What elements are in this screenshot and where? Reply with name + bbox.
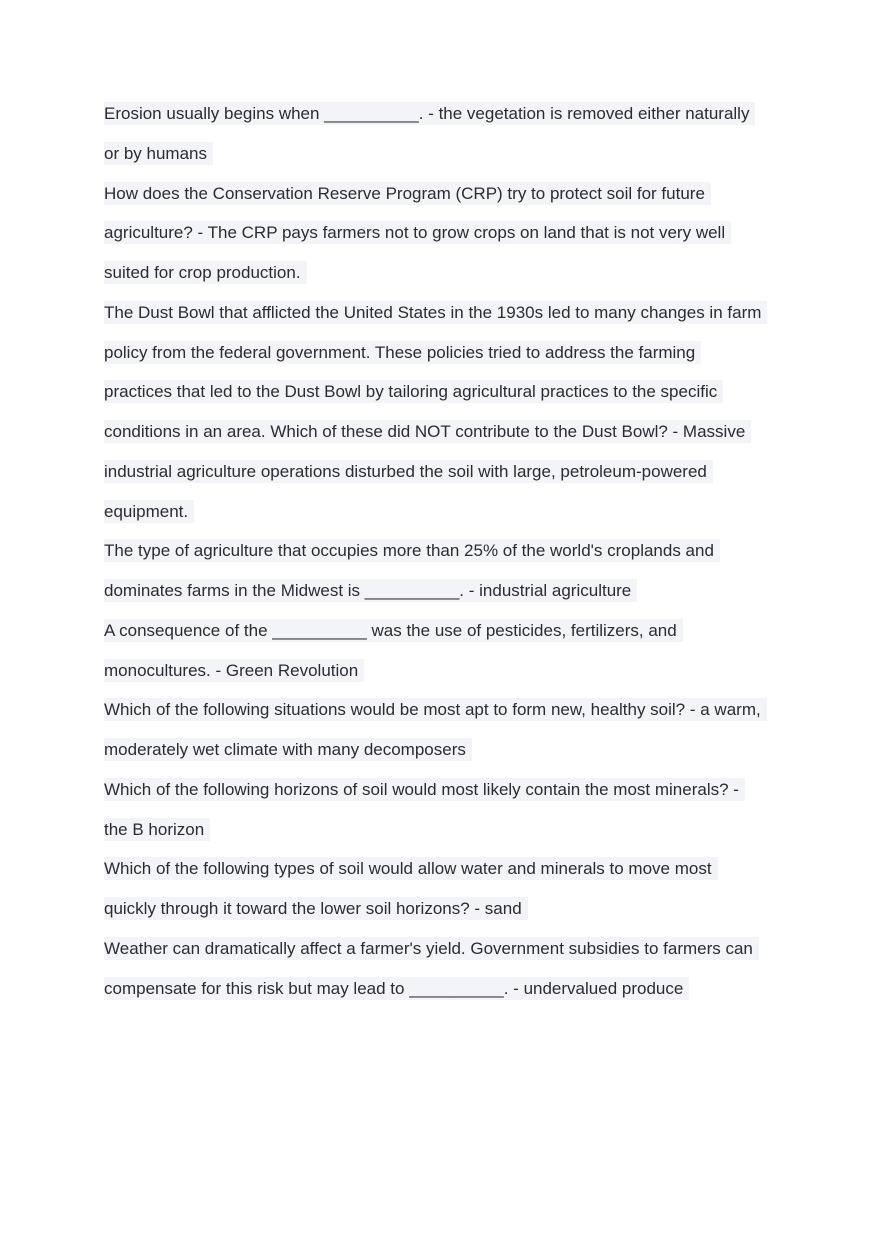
text-line <box>104 889 794 929</box>
text-line-content: How does the Conservation Reserve Program (CRP) try to protect soil for future <box>104 182 711 205</box>
text-line <box>104 969 794 1009</box>
text-line <box>104 730 794 770</box>
text-line-content: the B horizon <box>104 818 210 841</box>
text-line <box>104 293 794 333</box>
text-line <box>104 134 794 174</box>
text-line-content: agriculture? - The CRP pays farmers not to grow crops on land that is not very well <box>104 221 731 244</box>
document-body <box>104 94 794 1008</box>
text-line-content: suited for crop production. <box>104 261 307 284</box>
text-line <box>104 770 794 810</box>
text-line <box>104 651 794 691</box>
text-line-content: compensate for this risk but may lead to __________. - undervalued produce <box>104 977 689 1000</box>
text-line <box>104 253 794 293</box>
text-line <box>104 213 794 253</box>
text-line <box>104 372 794 412</box>
text-line <box>104 531 794 571</box>
text-line <box>104 174 794 214</box>
text-line <box>104 333 794 373</box>
text-line-content: Erosion usually begins when __________. - the vegetation is removed either naturally <box>104 102 755 125</box>
text-line <box>104 849 794 889</box>
text-line-content: practices that led to the Dust Bowl by tailoring agricultural practices to the specific <box>104 380 723 403</box>
text-line <box>104 929 794 969</box>
text-line-content: equipment. <box>104 500 194 523</box>
text-line-content: quickly through it toward the lower soil horizons? - sand <box>104 897 528 920</box>
text-line-content: policy from the federal government. These policies tried to address the farming <box>104 341 701 364</box>
text-line-content: Which of the following types of soil would allow water and minerals to move most <box>104 857 718 880</box>
text-line <box>104 690 794 730</box>
text-line <box>104 571 794 611</box>
text-line <box>104 810 794 850</box>
text-line <box>104 492 794 532</box>
text-line <box>104 94 794 134</box>
text-line-content: Which of the following horizons of soil would most likely contain the most minerals? - <box>104 778 745 801</box>
text-line-content: The type of agriculture that occupies more than 25% of the world's croplands and <box>104 539 720 562</box>
text-line-content: Weather can dramatically affect a farmer's yield. Government subsidies to farmers can <box>104 937 759 960</box>
text-line-content: or by humans <box>104 142 213 165</box>
text-line-content: dominates farms in the Midwest is __________. - industrial agriculture <box>104 579 637 602</box>
text-line <box>104 412 794 452</box>
text-line <box>104 611 794 651</box>
text-line-content: A consequence of the __________ was the use of pesticides, fertilizers, and <box>104 619 683 642</box>
text-line-content: conditions in an area. Which of these did NOT contribute to the Dust Bowl? - Massive <box>104 420 751 443</box>
text-line-content: Which of the following situations would be most apt to form new, healthy soil? - a warm, <box>104 698 767 721</box>
text-line-content: industrial agriculture operations disturbed the soil with large, petroleum-powered <box>104 460 713 483</box>
text-line-content: moderately wet climate with many decomposers <box>104 738 472 761</box>
text-line-content: monocultures. - Green Revolution <box>104 659 364 682</box>
text-line-content: The Dust Bowl that afflicted the United States in the 1930s led to many changes in farm <box>104 301 767 324</box>
text-line <box>104 452 794 492</box>
